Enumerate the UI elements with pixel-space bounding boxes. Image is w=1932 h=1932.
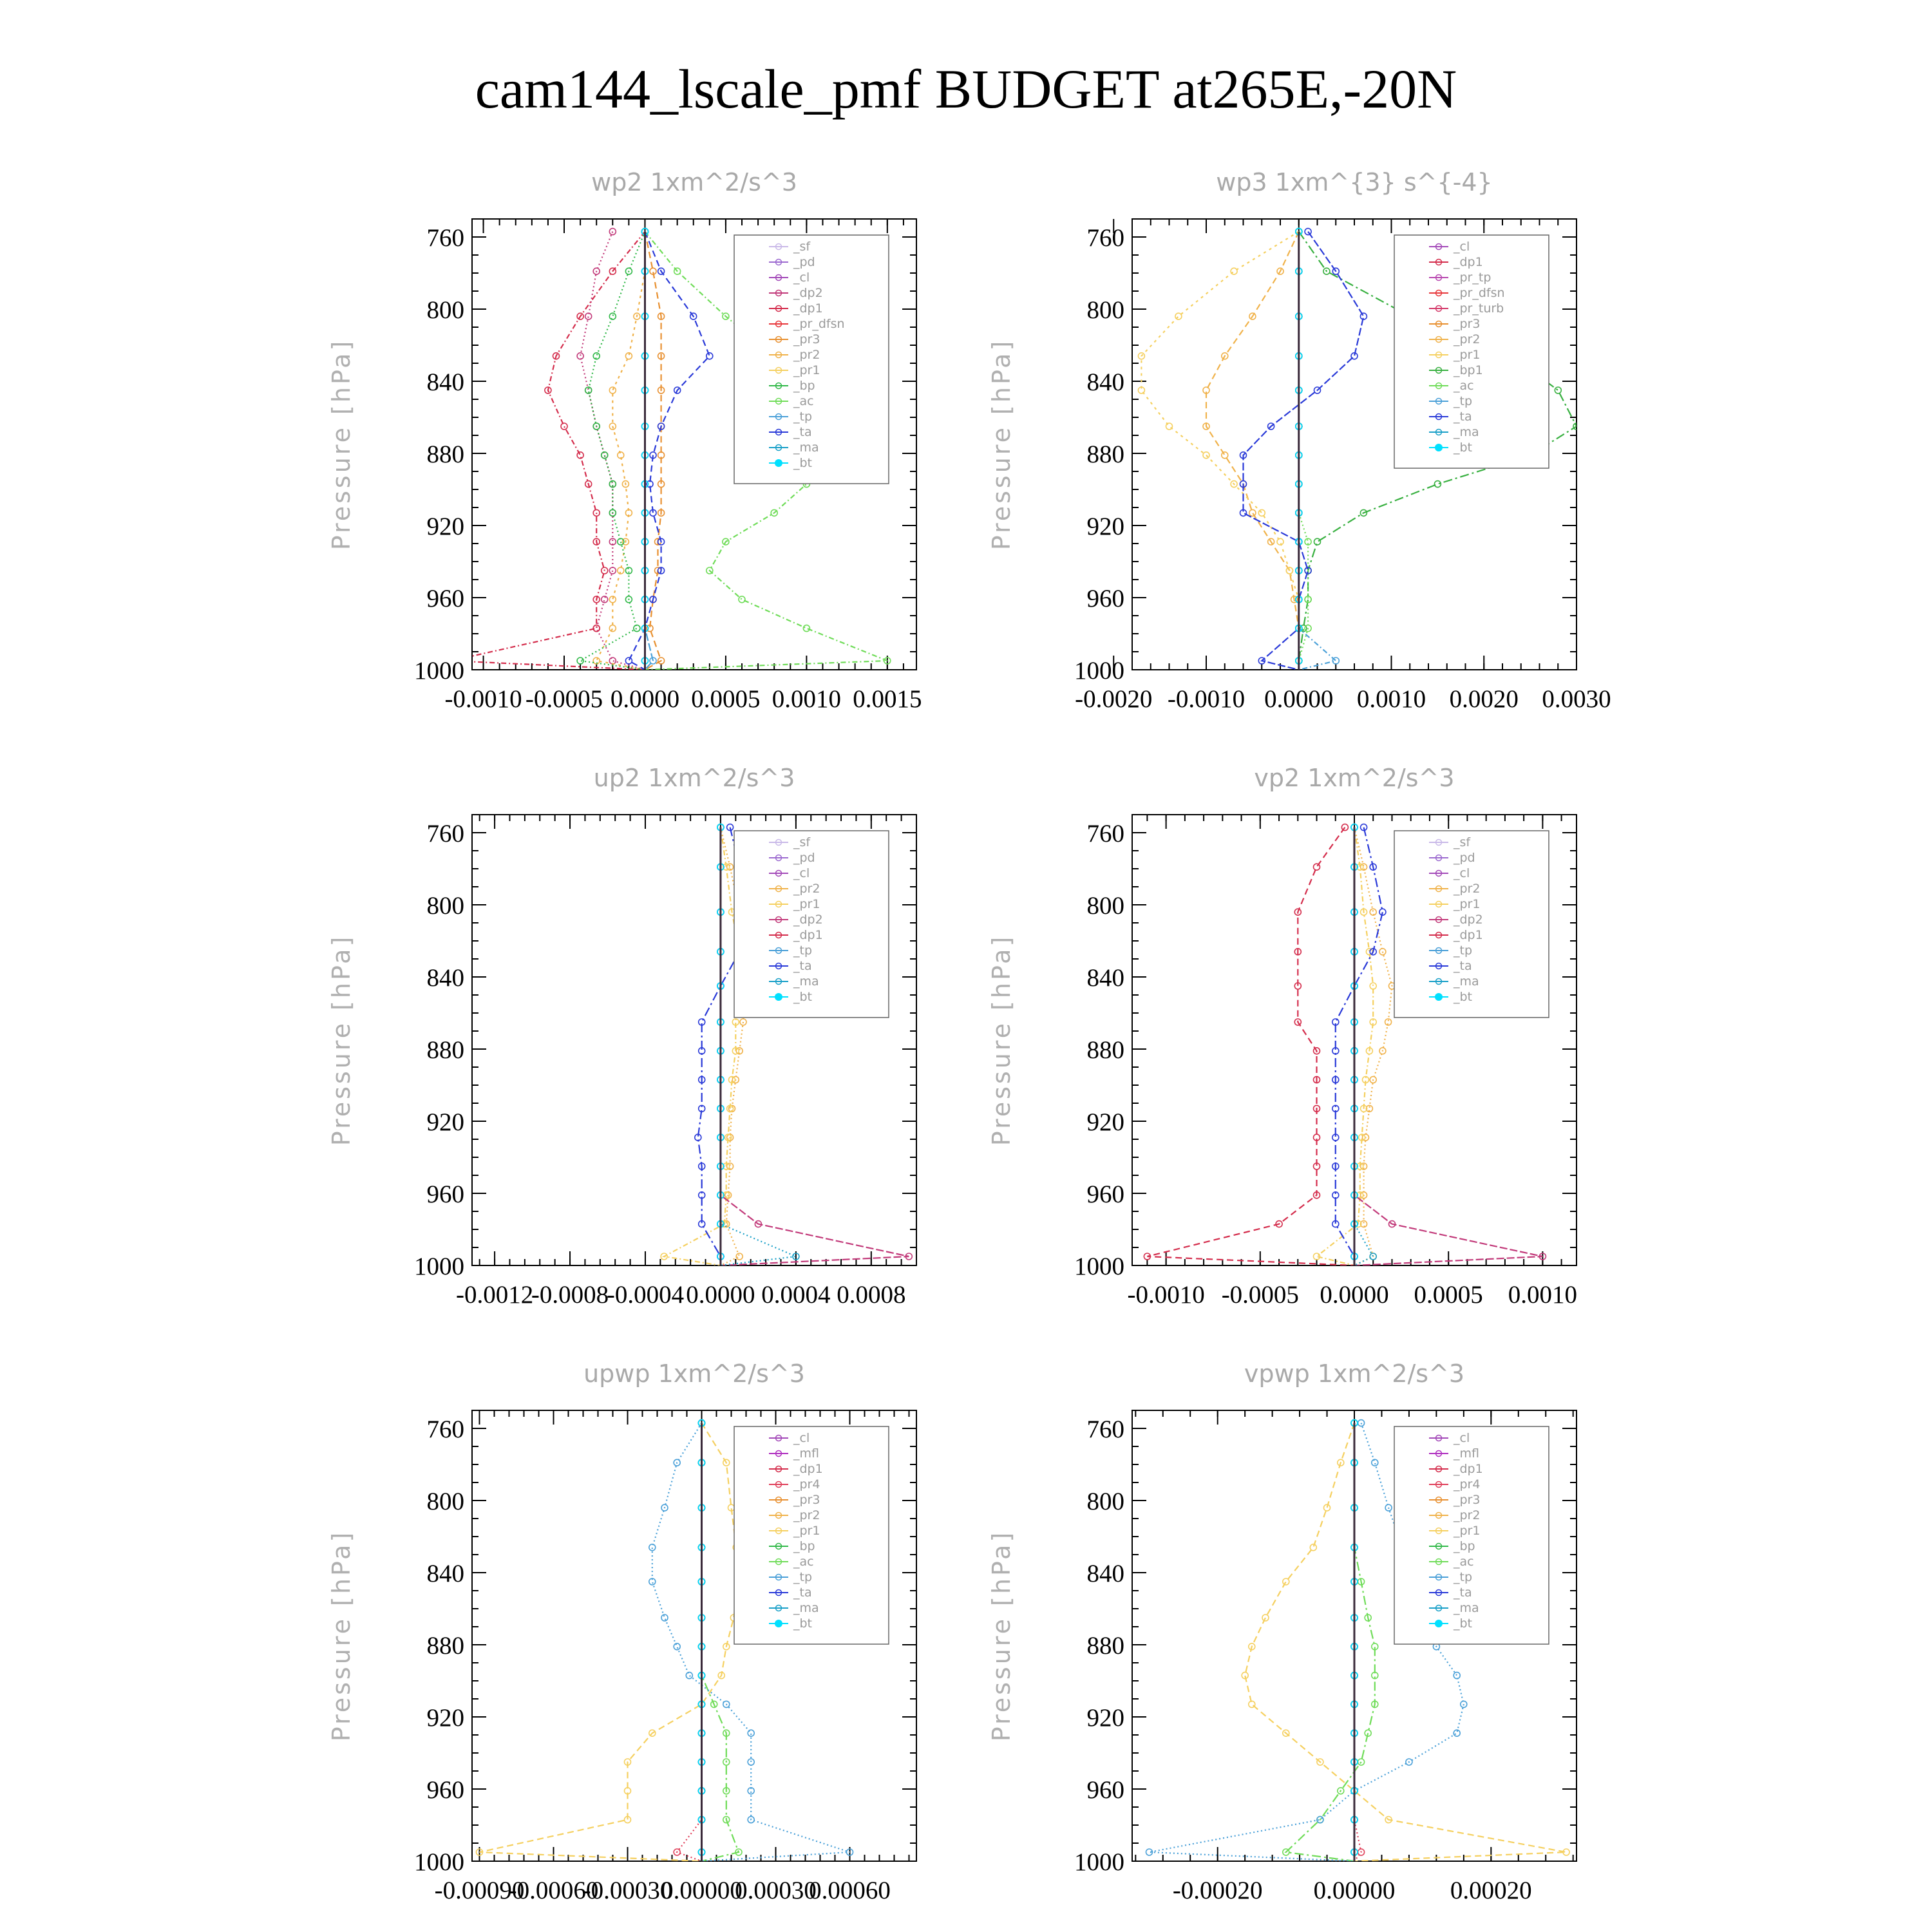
x-tick-label: 0.0030 [1542,685,1611,713]
x-tick-label: -0.0005 [1221,1281,1299,1309]
legend-label: _pr1 [793,1524,820,1538]
series-line-pr1 [1317,828,1374,1265]
legend-label: _pr3 [793,1493,820,1507]
y-tick-label: 1000 [1074,657,1124,685]
x-tick-label: 0.0015 [853,685,922,713]
x-tick-label: 0.0005 [1414,1281,1483,1309]
series-point-dp1 [561,423,567,430]
series-point-tp [1372,1459,1378,1466]
legend-label: _sf [793,835,811,849]
legend-label: _tp [1454,1570,1473,1584]
y-tick-label: 880 [426,440,464,468]
legend-label: _ta [793,425,812,439]
legend-label: _pr2 [1454,882,1481,896]
legend-label: _ac [1454,1555,1474,1569]
x-tick-label: -0.0005 [525,685,603,713]
legend-marker [775,1620,782,1627]
legend-label: _cl [1454,240,1470,254]
legend [734,831,889,1018]
y-tick-label: 920 [1086,1704,1124,1732]
y-tick-label: 840 [426,1560,464,1587]
legend-label: _ta [1454,959,1472,973]
series-point-ta [706,353,713,359]
legend-label: _tp [793,410,813,424]
series-point-pr2 [1249,509,1256,516]
legend-label: _dp2 [793,286,823,300]
x-tick-label: -0.0012 [455,1281,534,1309]
legend-label: _ta [1454,410,1472,424]
x-tick-label: -0.00020 [1172,1877,1263,1904]
legend-label: _cl [1454,1431,1470,1445]
legend-label: _pr2 [793,882,820,896]
series-point-tp [649,1544,656,1551]
series-line-pr3 [645,232,661,670]
series-point-pr1 [1166,423,1173,430]
chart-panel-6 [987,1359,1577,1904]
y-tick-label: 1000 [414,1848,464,1876]
x-tick-label: 0.0000 [1320,1281,1389,1309]
x-tick-label: 0.00000 [661,1877,743,1904]
y-tick-label: 880 [426,1632,464,1660]
x-tick-label: 0.0000 [686,1281,755,1309]
chart-panel-1 [327,168,922,713]
x-tick-label: 0.0020 [1449,685,1519,713]
y-tick-label: 840 [1086,964,1124,992]
legend-label: _bp [793,379,815,393]
series-point-bp1 [1555,387,1561,393]
series-point-ac [739,596,745,603]
series-point-pr1 [1175,313,1182,319]
legend-label: _dp1 [793,1462,823,1476]
series-point-dp2 [609,567,616,574]
y-tick-label: 800 [1086,1488,1124,1515]
legend-label: _pr_dfsn [1454,286,1505,300]
legend-label: _sf [1454,835,1471,849]
series-point-tp [1454,1672,1460,1679]
legend-label: _sf [793,240,811,254]
y-tick-label: 840 [426,964,464,992]
x-tick-label: 0.0010 [772,685,842,713]
y-tick-label: 880 [1086,1632,1124,1660]
x-tick-label: 0.0010 [1508,1281,1577,1309]
y-axis-label: Pressure [hPa] [987,338,1016,551]
legend-label: _pr3 [1454,1493,1481,1507]
legend [734,235,889,484]
series-point-pr1 [1310,1544,1316,1551]
legend-label: _ta [793,1586,812,1600]
x-tick-label: 0.0000 [610,685,680,713]
legend-marker [1435,444,1443,451]
x-tick-label: -0.0010 [444,685,522,713]
x-tick-label: 0.00000 [1313,1877,1396,1904]
panel-title: upwp 1xm^2/s^3 [583,1359,805,1388]
y-tick-label: 960 [426,1776,464,1804]
x-tick-label: 0.0010 [1356,685,1426,713]
x-tick-label: -0.00030 [582,1877,673,1904]
chart-panel-4 [987,764,1577,1309]
legend-label: _ma [1454,974,1479,989]
series-line-pr2 [1206,232,1299,670]
legend-label: _dp1 [793,928,823,942]
series-point-ta [625,658,632,664]
y-tick-label: 760 [426,820,464,848]
figure-title: cam144_lscale_pmf BUDGET at265E,-20N [475,58,1457,120]
y-tick-label: 760 [1086,820,1124,848]
x-tick-label: 0.0000 [1264,685,1334,713]
y-tick-label: 1000 [1074,1848,1124,1876]
series-line-pr4 [677,1423,701,1861]
series-point-bp [577,658,583,664]
x-tick-label: 0.0008 [837,1281,906,1309]
series-point-bp [634,625,640,632]
y-axis-label: Pressure [hPa] [327,1530,355,1742]
series-point-tp [1332,658,1339,664]
legend [734,1426,889,1644]
series-line-dp1 [1147,828,1354,1265]
legend-label: _pr3 [1454,317,1481,331]
legend-label: _tp [1454,394,1473,408]
legend-label: _pr_tp [1454,270,1492,285]
x-tick-label: -0.0004 [606,1281,685,1309]
panel-title: wp3 1xm^{3} s^{-4} [1216,168,1493,196]
legend-label: _ma [793,974,819,989]
x-tick-label: 0.00030 [735,1877,817,1904]
y-tick-label: 800 [426,296,464,324]
series-line-ac [702,1423,739,1861]
y-tick-label: 1000 [414,1253,464,1280]
legend-label: _bt [1454,440,1473,455]
legend-label: _pr4 [1454,1477,1481,1492]
series-line-pr2 [596,232,645,670]
series-line-pr1 [480,1423,739,1861]
series-point-pr1 [1370,983,1376,989]
y-axis-label: Pressure [hPa] [987,934,1016,1146]
series-line-tp [1299,232,1336,670]
legend-label: _tp [1454,943,1473,958]
legend [1394,831,1549,1018]
y-tick-label: 880 [1086,1036,1124,1064]
legend-label: _pr_dfsn [793,317,845,331]
y-tick-label: 1000 [414,657,464,685]
y-tick-label: 960 [1086,1180,1124,1208]
series-point-dp1 [1314,864,1320,870]
legend-label: _bp [1454,1539,1475,1553]
series-point-pr1 [1262,1615,1269,1621]
y-tick-label: 960 [426,585,464,612]
series-point-tp [748,1759,754,1765]
y-tick-label: 840 [1086,1560,1124,1587]
series-point-pr2 [1222,452,1228,459]
y-axis-label: Pressure [hPa] [327,338,355,551]
legend-label: _pr1 [793,363,820,377]
series-line-pr1 [1141,232,1298,670]
x-tick-label: -0.00090 [434,1877,525,1904]
legend-label: _pd [1454,851,1475,865]
legend-label: _dp2 [793,913,823,927]
legend [1394,1426,1549,1644]
series-point-tp [674,1643,680,1650]
series-point-pr2 [609,387,616,393]
x-tick-label: -0.0010 [1167,685,1245,713]
y-axis-label: Pressure [hPa] [327,934,355,1146]
series-point-pr2 [736,1253,743,1260]
legend-label: _bp1 [1454,363,1483,377]
panel-title: vp2 1xm^2/s^3 [1254,764,1455,792]
legend-label: _cl [793,1431,810,1445]
series-point-pr1 [1249,1701,1255,1707]
y-tick-label: 920 [426,1704,464,1732]
y-tick-label: 920 [426,1108,464,1136]
legend-label: _dp1 [1454,928,1483,942]
legend-label: _pr4 [793,1477,820,1492]
series-point-pr1 [1258,509,1265,516]
legend [1394,235,1549,468]
series-point-pr1 [1283,1578,1289,1585]
series-point-tp [686,1672,692,1679]
x-tick-label: -0.0010 [1127,1281,1205,1309]
legend-marker [775,459,782,467]
y-tick-label: 920 [426,513,464,540]
y-tick-label: 880 [1086,440,1124,468]
legend-label: _cl [1454,866,1470,880]
legend-label: _ac [793,1555,814,1569]
series-point-tp [661,1615,668,1621]
x-tick-label: 0.00060 [809,1877,891,1904]
panel-title: up2 1xm^2/s^3 [593,764,795,792]
x-tick-label: -0.00060 [508,1877,599,1904]
y-axis-label: Pressure [hPa] [987,1530,1016,1742]
y-tick-label: 840 [426,368,464,396]
series-point-pr2 [609,625,616,632]
y-tick-label: 960 [1086,1776,1124,1804]
legend-label: _dp2 [1454,913,1483,927]
y-tick-label: 760 [1086,1416,1124,1443]
chart-panel-3 [327,764,916,1309]
legend-label: _pd [793,851,815,865]
legend-marker [1435,993,1443,1001]
x-tick-label: 0.0005 [691,685,761,713]
legend-label: _pr2 [1454,1508,1481,1522]
legend-label: _dp1 [793,301,823,316]
legend-label: _dp1 [1454,1462,1483,1476]
x-tick-label: 0.00020 [1450,1877,1532,1904]
legend-label: _mfl [793,1446,819,1461]
legend-label: _bp [793,1539,815,1553]
series-point-dp2 [585,313,592,319]
y-tick-label: 840 [1086,368,1124,396]
y-tick-label: 880 [426,1036,464,1064]
legend-label: _pr1 [1454,1524,1481,1538]
legend-label: _pr_turb [1454,301,1504,316]
panel-title: wp2 1xm^2/s^3 [591,168,797,196]
y-tick-label: 800 [426,892,464,920]
legend-label: _bt [793,990,813,1004]
legend-label: _bt [793,1616,813,1631]
legend-label: _ma [1454,1601,1479,1615]
legend-label: _ma [793,440,819,455]
legend-label: _pr2 [1454,332,1481,346]
series-line-ta [1244,232,1364,670]
y-tick-label: 800 [1086,892,1124,920]
legend-label: _tp [793,943,813,958]
legend-label: _tp [793,1570,813,1584]
legend-label: _pr3 [793,332,820,346]
legend-label: _bt [1454,990,1473,1004]
series-line-dp1 [451,232,645,670]
y-tick-label: 760 [426,1416,464,1443]
legend-label: _ac [1454,379,1474,393]
legend-label: _pr1 [1454,348,1481,362]
y-tick-label: 960 [1086,585,1124,612]
legend-label: _ma [1454,425,1479,439]
x-tick-label: 0.0004 [761,1281,831,1309]
y-tick-label: 760 [1086,224,1124,252]
y-tick-label: 920 [1086,1108,1124,1136]
series-point-pr1 [1231,268,1237,274]
legend-label: _bt [1454,1616,1473,1631]
legend-label: _pr1 [1454,897,1481,911]
series-line-ac [1286,1423,1375,1861]
y-tick-label: 920 [1086,513,1124,540]
legend-label: _cl [793,270,810,285]
series-point-bp [618,538,624,545]
series-point-dp2 [609,658,616,664]
legend-label: _mfl [1454,1446,1479,1461]
series-point-bp [609,313,616,319]
legend-label: _ta [1454,1586,1472,1600]
series-point-ac [803,625,810,632]
legend-label: _ta [793,959,812,973]
panel-title: vpwp 1xm^2/s^3 [1244,1359,1465,1388]
y-tick-label: 960 [426,1180,464,1208]
legend-label: _ma [793,1601,819,1615]
legend-label: _dp1 [1454,255,1483,269]
chart-panel-5 [327,1359,916,1904]
series-point-tp [748,1730,754,1736]
legend-label: _cl [793,866,810,880]
x-tick-label: -0.0008 [531,1281,609,1309]
legend-marker [1435,1620,1443,1627]
legend-label: _bt [793,456,813,470]
legend-label: _pr2 [793,348,820,362]
legend-marker [775,993,782,1001]
y-tick-label: 760 [426,224,464,252]
y-tick-label: 1000 [1074,1253,1124,1280]
chart-panel-2 [987,168,1611,713]
legend-label: _pd [793,255,815,269]
x-tick-label: -0.0020 [1075,685,1153,713]
legend-label: _pr1 [793,897,820,911]
legend-label: _pr2 [793,1508,820,1522]
y-tick-label: 800 [1086,296,1124,324]
y-tick-label: 800 [426,1488,464,1515]
legend-label: _ac [793,394,814,408]
series-point-dp2 [577,353,583,359]
